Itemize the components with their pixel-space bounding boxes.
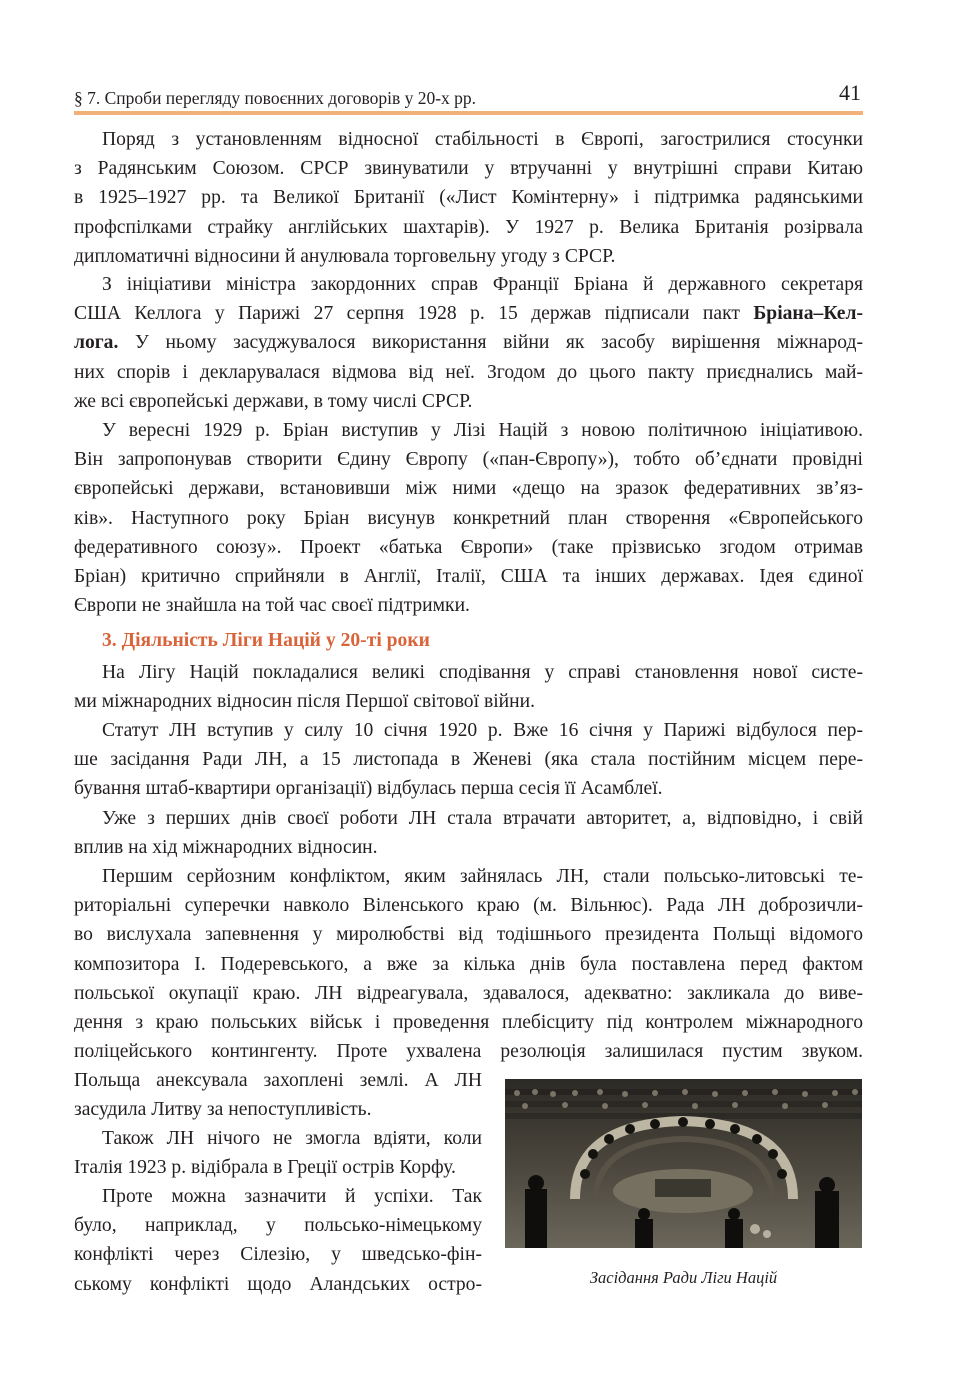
text-line: ському конфлікті щодо Аландських остро- [74, 1273, 482, 1295]
text-line: Бріан) критично сприйняли в Англії, Італії, США та інших державах. Ідея єдиної [74, 565, 863, 587]
section-paragraph-4 [74, 862, 863, 1066]
text-line: Проте можна зазначити й успіхи. Так [102, 1186, 482, 1207]
bold-term: Бріана–Кел- [753, 303, 863, 325]
text-line: поліцейського контингенту. Проте ухвалена резолюція залишилася пустим звуком. [74, 1041, 863, 1063]
running-header [74, 80, 863, 112]
text-line: композитора І. Подеревського, а вже за кілька днів була поставлена перед фактом [74, 953, 863, 975]
text-line: бування штаб-квартири організації) відбулась перша сесія її Асамблеї. [74, 778, 663, 800]
text-line: дення з краю польських військ і проведення плебісциту під контролем міжнародного [74, 1011, 863, 1033]
text-line: Також ЛН нічого не змогла вдіяти, коли [102, 1128, 482, 1149]
text-line: було, наприклад, у польсько-німецькому [74, 1215, 482, 1237]
text-line: Статут ЛН вступив у силу 10 січня 1920 р. Вже 16 січня у Парижі відбулося пер- [102, 720, 863, 741]
text-line: Він запропонував створити Єдину Європу («пан-Європу»), тобто об’єднати провідні [74, 449, 863, 471]
text-line: во вислухала запевнення у миролюбстві від тодішнього президента Польщі відомого [74, 924, 863, 946]
text-line: дипломатичні відносини й анулювала торговельну угоду з СРСР. [74, 245, 616, 267]
text-line: федеративного союзу». Проект «батька Європи» (таке прізвисько згодом отримав [74, 536, 863, 558]
paragraph-2 [74, 270, 863, 416]
text-line: засудила Литву за непоступливість. [74, 1099, 372, 1121]
text-line: Європи не знайшла на той час своєї підтримки. [74, 595, 470, 617]
section-paragraph-4-cont [74, 1066, 482, 1124]
text-line [74, 299, 863, 328]
text-line: же всі європейські держави, в тому числі СРСР. [74, 390, 473, 412]
text-fragment: США Келлога у Парижі 27 серпня 1928 р. 15 держав підписали пакт [74, 303, 754, 325]
text-line: риторіальні суперечки навколо Віленського краю (м. Вільнюс). Рада ЛН доброзичли- [74, 895, 863, 917]
section-paragraph-3 [74, 804, 863, 862]
text-line: конфлікті через Сілезію, у шведсько-фін- [74, 1244, 482, 1266]
section-paragraph-5 [74, 1124, 482, 1182]
section-paragraph-2 [74, 716, 863, 804]
text-line: вплив на хід міжнародних відносин. [74, 837, 378, 859]
text-line: європейські держави, встановивши між ними «дещо на зразок федеративних зв’яз- [74, 478, 863, 500]
text-fragment: У ньому засуджувалося використання війни як засобу вирішення міжнарод- [118, 332, 863, 354]
text-line: Першим серйозним конфліктом, яким зайнялась ЛН, стали польсько-литовські те- [102, 866, 863, 887]
text-line: Італія 1923 р. відібрала в Греції острів Корфу. [74, 1157, 456, 1179]
text-line: профспілками страйку англійських шахтарів). У 1927 р. Велика Британія розірвала [74, 216, 863, 238]
page-number: 41 [839, 80, 861, 105]
paragraph-1 [74, 125, 863, 271]
text-line [74, 328, 863, 357]
section-paragraph-6 [74, 1182, 482, 1299]
text-line: ків». Наступного року Бріан висунув конкретний план створення «Європейського [74, 507, 863, 529]
text-line: польської окупації краю. ЛН відреагувала, здавалося, адекватно: закликала до виве- [74, 982, 863, 1004]
paragraph-3 [74, 416, 863, 620]
text-line: Польща анексувала захоплені землі. А ЛН [74, 1070, 482, 1091]
header-divider [74, 111, 863, 115]
bold-term-end: лога. [74, 332, 119, 354]
figure-caption: Засідання Ради Ліги Націй [589, 1268, 778, 1287]
section-heading: 3. Діяльність Ліги Націй у 20-ті роки [102, 630, 430, 651]
running-header-title: § 7. Спроби перегляду повоєнних договорів у 20-х рр. [74, 88, 477, 108]
text-line: Уже з перших днів своєї роботи ЛН стала втрачати авторитет, а, відповідно, і свій [102, 808, 863, 829]
text-line: них спорів і декларувалася відмова від неї. Згодом до цього пакту приєднались май- [74, 361, 863, 383]
text-line: ше засідання Ради ЛН, а 15 листопада в Женеві (яка стала постійним місцем пере- [74, 749, 863, 771]
text-line: З ініціативи міністра закордонних справ Франції Бріана й державного секретаря [102, 274, 863, 295]
council-session-photo [505, 1079, 862, 1248]
photo-illustration [505, 1079, 862, 1248]
text-line: в 1925–1927 рр. та Великої Британії («Лист Комінтерну» і підтримка радянськими [74, 187, 863, 209]
text-line: У вересні 1929 р. Бріан виступив у Лізі Націй з новою політичною ініціативою. [102, 420, 863, 441]
text-line: ми міжнародних відносин після Першої світової війни. [74, 691, 535, 713]
text-line: Поряд з установленням відносної стабільності в Європі, загострилися стосунки [102, 129, 863, 150]
text-line: з Радянським Союзом. СРСР звинуватили у втручанні у внутрішні справи Китаю [74, 158, 863, 180]
text-line: На Лігу Націй покладалися великі сподівання у справі становлення нової систе- [102, 662, 863, 683]
section-paragraph-1 [74, 658, 863, 716]
